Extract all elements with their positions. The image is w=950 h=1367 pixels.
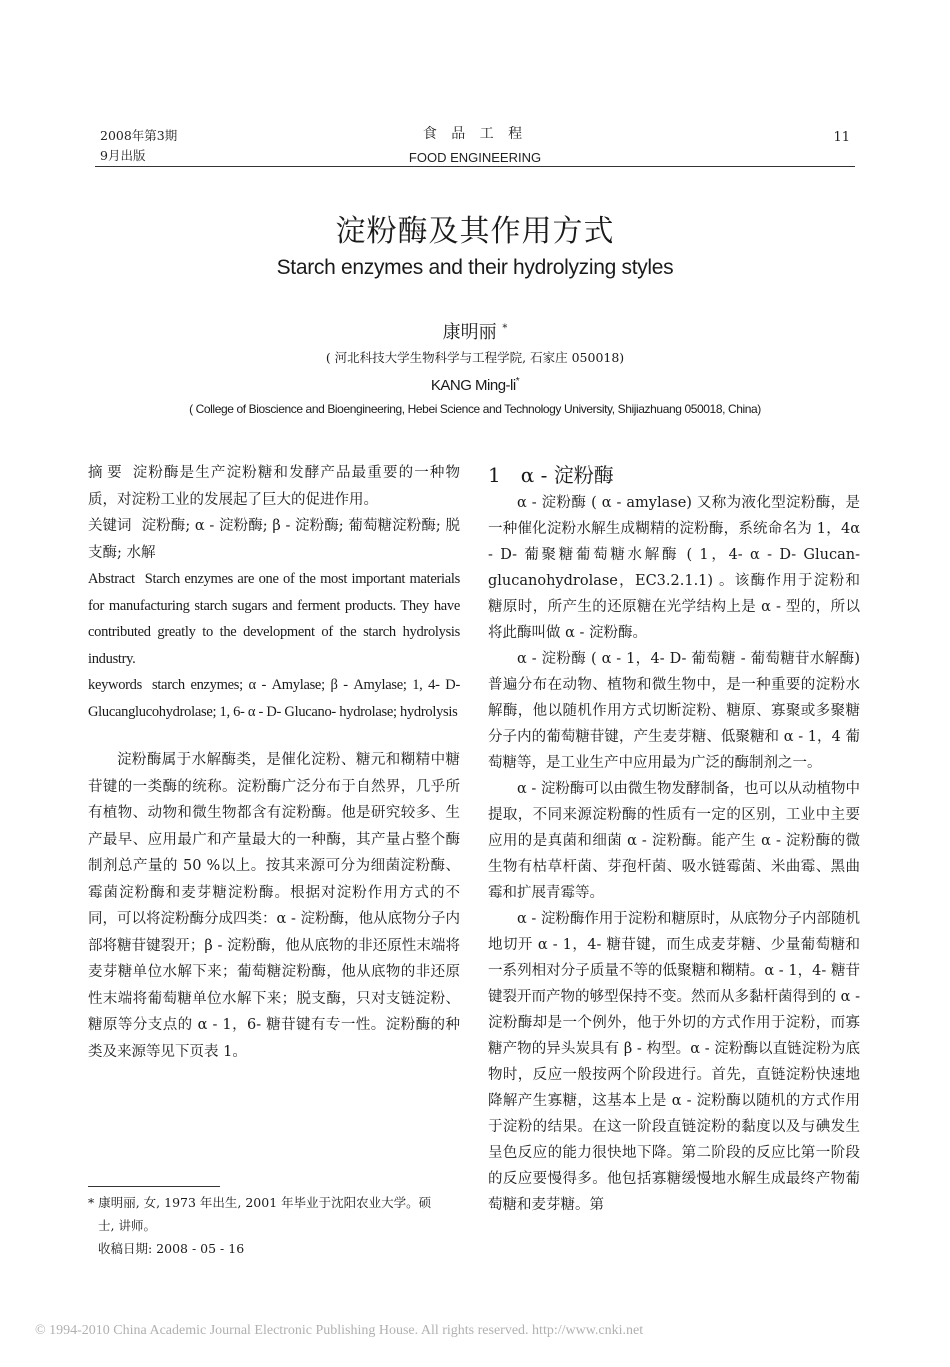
footnote-received: 收稿日期: 2008 - 05 - 16 [98,1241,245,1256]
issue-label: 2008年第3期 [100,128,178,143]
page-number: 11 [833,130,850,145]
journal-name-cn: 食 品 工 程 [422,126,528,142]
abstract-en-label: Abstract [88,571,135,587]
section-heading [488,460,860,490]
section-title: α - 淀粉酶 [520,463,614,487]
title-cn: 淀粉酶及其作用方式 [335,214,615,249]
section-number: 1 [488,463,501,487]
published-label: 9月出版 [100,148,146,163]
author-name-en: KANG Ming-li [430,377,516,394]
abstract-en [88,566,460,672]
affiliation-en: ( College of Bioscience and Bioengineering, Hebei Science and Technology University, Shijiazhuang 050018, China) [189,402,761,416]
section-paragraph: α - 淀粉酶 ( α - amylase) 又称为液化型淀粉酶，是一种催化淀粉水解生成糊精的淀粉酶，系统命名为 1，4α - D- 葡聚糖葡萄糖水解酶 ( 1，4- α - D- Glucan- glucanohydrolase，EC3.2.1.1) 。该酶作用于淀粉和糖原时，所产生的还原糖在光学结构上是 α - 型的，所以将此酶叫做 α - 淀粉酶。 [488,495,860,641]
running-header-issue [100,126,177,166]
left-column [88,460,460,1065]
author-mark-cn: * [502,323,508,334]
footnote-bio-cont: 士, 讲师。 [98,1218,156,1233]
section-paragraph: α - 淀粉酶作用于淀粉和糖原时，从底物分子内部随机地切开 α - 1，4- 糖苷键，而生成麦芽糖、少量葡萄糖和一系列相对分子质量不等的低聚糖和糊精。α - 1，4- 糖苷键裂开而产物的够型保持不变。然而从多黏杆菌得到的 α - 淀粉酶却是一个例外，他于外切的方式作用于淀粉，而寡糖产物的异头炭具有 β - 构型。α - 淀粉酶以直链淀粉为底物时，反应一般按两个阶段进行。首先，直链淀粉快速地降解产生寡糖，这基本上是 α - 淀粉酶以随机的方式作用于淀粉的结果。在这一阶段直链淀粉的黏度以及与碘发生呈色反应的能力很快地下降。第二阶段的反应比第一阶段的反应要慢得多。他包括寡糖缓慢地水解生成最终产物葡萄糖和麦芽糖。第 [488,911,860,1213]
affiliation-cn: ( 河北科技大学生物科学与工程学院, 石家庄 050018) [325,350,625,365]
keywords-text: 淀粉酶; α - 淀粉酶; β - 淀粉酶; 葡萄糖淀粉酶; 脱支酶; 水解 [88,518,460,561]
section-paragraph: α - 淀粉酶可以由微生物发酵制备，也可以从动植物中提取，不同来源淀粉酶的性质有一定的区别，工业中主要应用的是真菌和细菌 α - 淀粉酶。能产生 α - 淀粉酶的微生物有枯草杆菌、芽孢杆菌、吸水链霉菌、米曲霉、黑曲霉和扩展青霉等。 [488,781,860,901]
author-mark-en: * [515,376,520,387]
footnote-bio: * 康明丽, 女, 1973 年出生, 2001 年毕业于沈阳农业大学。硕 [88,1195,432,1210]
footnote-rule [88,1186,220,1187]
intro-paragraph: 淀粉酶属于水解酶类，是催化淀粉、糖元和糊精中糖苷键的一类酶的统称。淀粉酶广泛分布于自然界，几乎所有植物、动物和微生物都含有淀粉酶。他是研究较多、生产最早、应用最广和产量最大的一种酶，其产量占整个酶制剂总产量的 50 %以上。按其来源可分为细菌淀粉酶、霉菌淀粉酶和麦芽糖淀粉酶。根据对淀粉作用方式的不同，可以将淀粉酶分成四类：α - 淀粉酶，他从底物分子内部将糖苷键裂开；β - 淀粉酶，他从底物的非还原性末端将麦芽糖单位水解下来；葡萄糖淀粉酶，他从底物的非还原性末端将葡萄糖单位水解下来；脱支酶，只对支链淀粉、糖原等分支点的 α - 1，6- 糖苷键有专一性。淀粉酶的种类及来源等见下页表 1。 [88,752,460,1060]
section-paragraph: α - 淀粉酶 ( α - 1，4- D- 葡萄糖 - 葡萄糖苷水解酶) 普遍分布在动物、植物和微生物中，是一种重要的淀粉水解酶，他以随机作用方式切断淀粉、糖原、寡聚或多聚糖分子内的葡萄糖苷键，产生麦芽糖、低聚糖和 α - 1，4 葡萄糖等，是工业生产中应用最为广泛的酶制剂之一。 [488,651,860,771]
keywords-en-label: keywords [88,677,142,693]
abstract-label: 摘 要 [88,465,122,481]
abstract-en-text: Starch enzymes are one of the most important materials for manufacturing starch sugars and ferment products. They have contributed greatly to the development of the starch hydrolysis industry. [88,571,460,667]
author-en [0,376,950,394]
keywords-en-text: starch enzymes; α - Amylase; β - Amylase; 1, 4- D- Glucanglucohydrolase; 1, 6- α - D- Glucano- hydrolase; hydrolysis [88,677,460,720]
running-header-journal [360,122,590,170]
abstract-cn [88,460,460,513]
author-cn [0,318,950,344]
copyright-notice: © 1994-2010 China Academic Journal Electronic Publishing House. All rights reserved. http://www.cnki.net [35,1323,644,1338]
keywords-cn [88,513,460,566]
keywords-label: 关键词 [88,518,132,534]
header-rule [95,166,855,167]
journal-name-en: FOOD ENGINEERING [408,150,542,165]
spacer [88,725,460,747]
abstract-text: 淀粉酶是生产淀粉糖和发酵产品最重要的一种物质，对淀粉工业的发展起了巨大的促进作用。 [88,465,460,508]
right-column [488,460,860,1218]
title-en: Starch enzymes and their hydrolyzing styles [276,256,674,279]
author-name-cn: 康明丽 [442,322,497,343]
footnote [88,1191,460,1260]
keywords-en [88,672,460,725]
